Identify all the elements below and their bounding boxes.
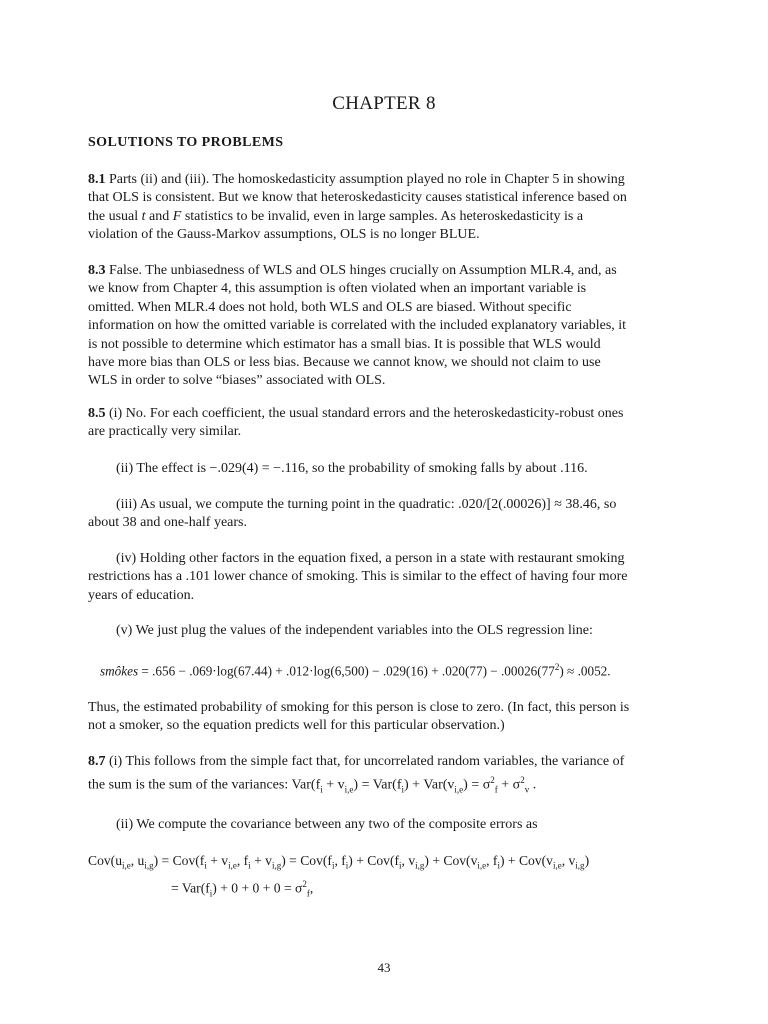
section-heading: SOLUTIONS TO PROBLEMS <box>88 135 284 150</box>
text-line: (iii) As usual, we compute the turning point in the quadratic: .020/[2(.00026)] ≈ 38.46, so <box>116 497 617 512</box>
chapter-title: CHAPTER 8 <box>332 93 436 114</box>
text-line: information on how the omitted variable is correlated with the included explanatory variables, it <box>88 318 627 334</box>
text-line: (i) No. For each coefficient, the usual standard errors and the heteroskedasticity-robust ones <box>105 406 624 421</box>
text-line: the sum is the sum of the variances: $Var(f_i + v_{i,e}) = Var(f_i) + Var(v_{i,e}) = \sigma^2_f + \sigma^2_v$ . <box>88 775 537 795</box>
problem-number: 8.1 <box>88 172 106 187</box>
text-line: (iv) Holding other factors in the equation fixed, a person in a state with restaurant smoking <box>116 551 625 566</box>
text-line: (i) This follows from the simple fact that, for uncorrelated random variables, the variance of <box>105 754 625 769</box>
text-line: (v) We just plug the values of the independent variables into the OLS regression line: <box>116 623 593 638</box>
covariance-equation-line2: = $Var(f_i) + 0 + 0 + 0 = \sigma^2_f$, <box>171 879 314 899</box>
text-line: have more bias than OLS or less bias. Because we cannot know, we should not claim to use <box>88 355 601 371</box>
covariance-equation-line1: $Cov(u_{i,e}$, $u_{i,g}) = Cov(f_i + v_{i,e}$, $f_i + v_{i,g}) = Cov(f_i$, $f_i) + Cov(f_i$, $v_{i,g}) + Cov(v_{i,e}$, $f_i) + Cov(v_{i,e}$, $v_{i,g}$) <box>88 853 590 871</box>
problem-8-7-ii <box>88 816 716 834</box>
problem-8-5-iv <box>88 550 688 605</box>
equation-lhs: smôkes <box>100 663 139 679</box>
problem-8-5 <box>88 405 688 442</box>
problem-number: 8.7 <box>88 754 106 769</box>
problem-8-3 <box>88 262 688 391</box>
text-line: (ii) We compute the covariance between any two of the composite errors as <box>116 817 538 832</box>
text-line: are practically very similar. <box>88 424 242 440</box>
problem-8-1 <box>88 171 688 245</box>
text-line: years of education. <box>88 587 195 603</box>
problem-number: 8.3 <box>88 263 106 278</box>
text-line: not a smoker, so the equation predicts well for this particular observation.) <box>88 718 505 734</box>
text-line: (ii) The effect is −.029(4) = −.116, so the probability of smoking falls by about .116. <box>116 461 588 476</box>
problem-8-7 <box>88 753 688 799</box>
text-line: False. The unbiasedness of WLS and OLS hinges crucially on Assumption MLR.4, and, as <box>105 263 617 278</box>
text-line: Parts (ii) and (iii). The homoskedasticity assumption played no role in Chapter 5 in showing <box>105 172 625 187</box>
text-line: restrictions has a .101 lower chance of smoking. This is similar to the effect of having four more <box>88 569 628 585</box>
text-line: is not possible to determine which estimator has a small bias. It is possible that WLS would <box>88 336 601 352</box>
problem-8-5-ii <box>88 460 716 478</box>
problem-number: 8.5 <box>88 406 106 421</box>
text-line: violation of the Gauss-Markov assumptions, OLS is no longer BLUE. <box>88 227 480 243</box>
text-line: the usual t and F statistics to be invalid, even in large samples. As heteroskedasticity is a <box>88 208 584 224</box>
page-number: 43 <box>377 960 391 975</box>
problem-8-5-conclusion <box>88 699 688 736</box>
problem-8-5-iii <box>88 496 688 533</box>
text-line: about 38 and one-half years. <box>88 515 247 531</box>
text-line: that OLS is consistent. But we know that heteroskedasticity causes statistical inference based on <box>88 190 627 206</box>
text-line: we know from Chapter 4, this assumption is often violated when an important variable is <box>88 281 587 297</box>
text-line: Thus, the estimated probability of smoking for this person is close to zero. (In fact, this person is <box>88 700 630 715</box>
text-line: WLS in order to solve “biases” associated with OLS. <box>88 373 386 389</box>
regression-equation: smôkes = $.656 - .069\cdot\log(67.44) + .012\cdot\log(6,500) - .029(16) + .020(77) - .00026(77^2) \approx .0052$. <box>100 662 611 679</box>
problem-8-5-v <box>88 622 716 640</box>
text-line: omitted. When MLR.4 does not hold, both WLS and OLS are biased. Without specific <box>88 299 572 315</box>
